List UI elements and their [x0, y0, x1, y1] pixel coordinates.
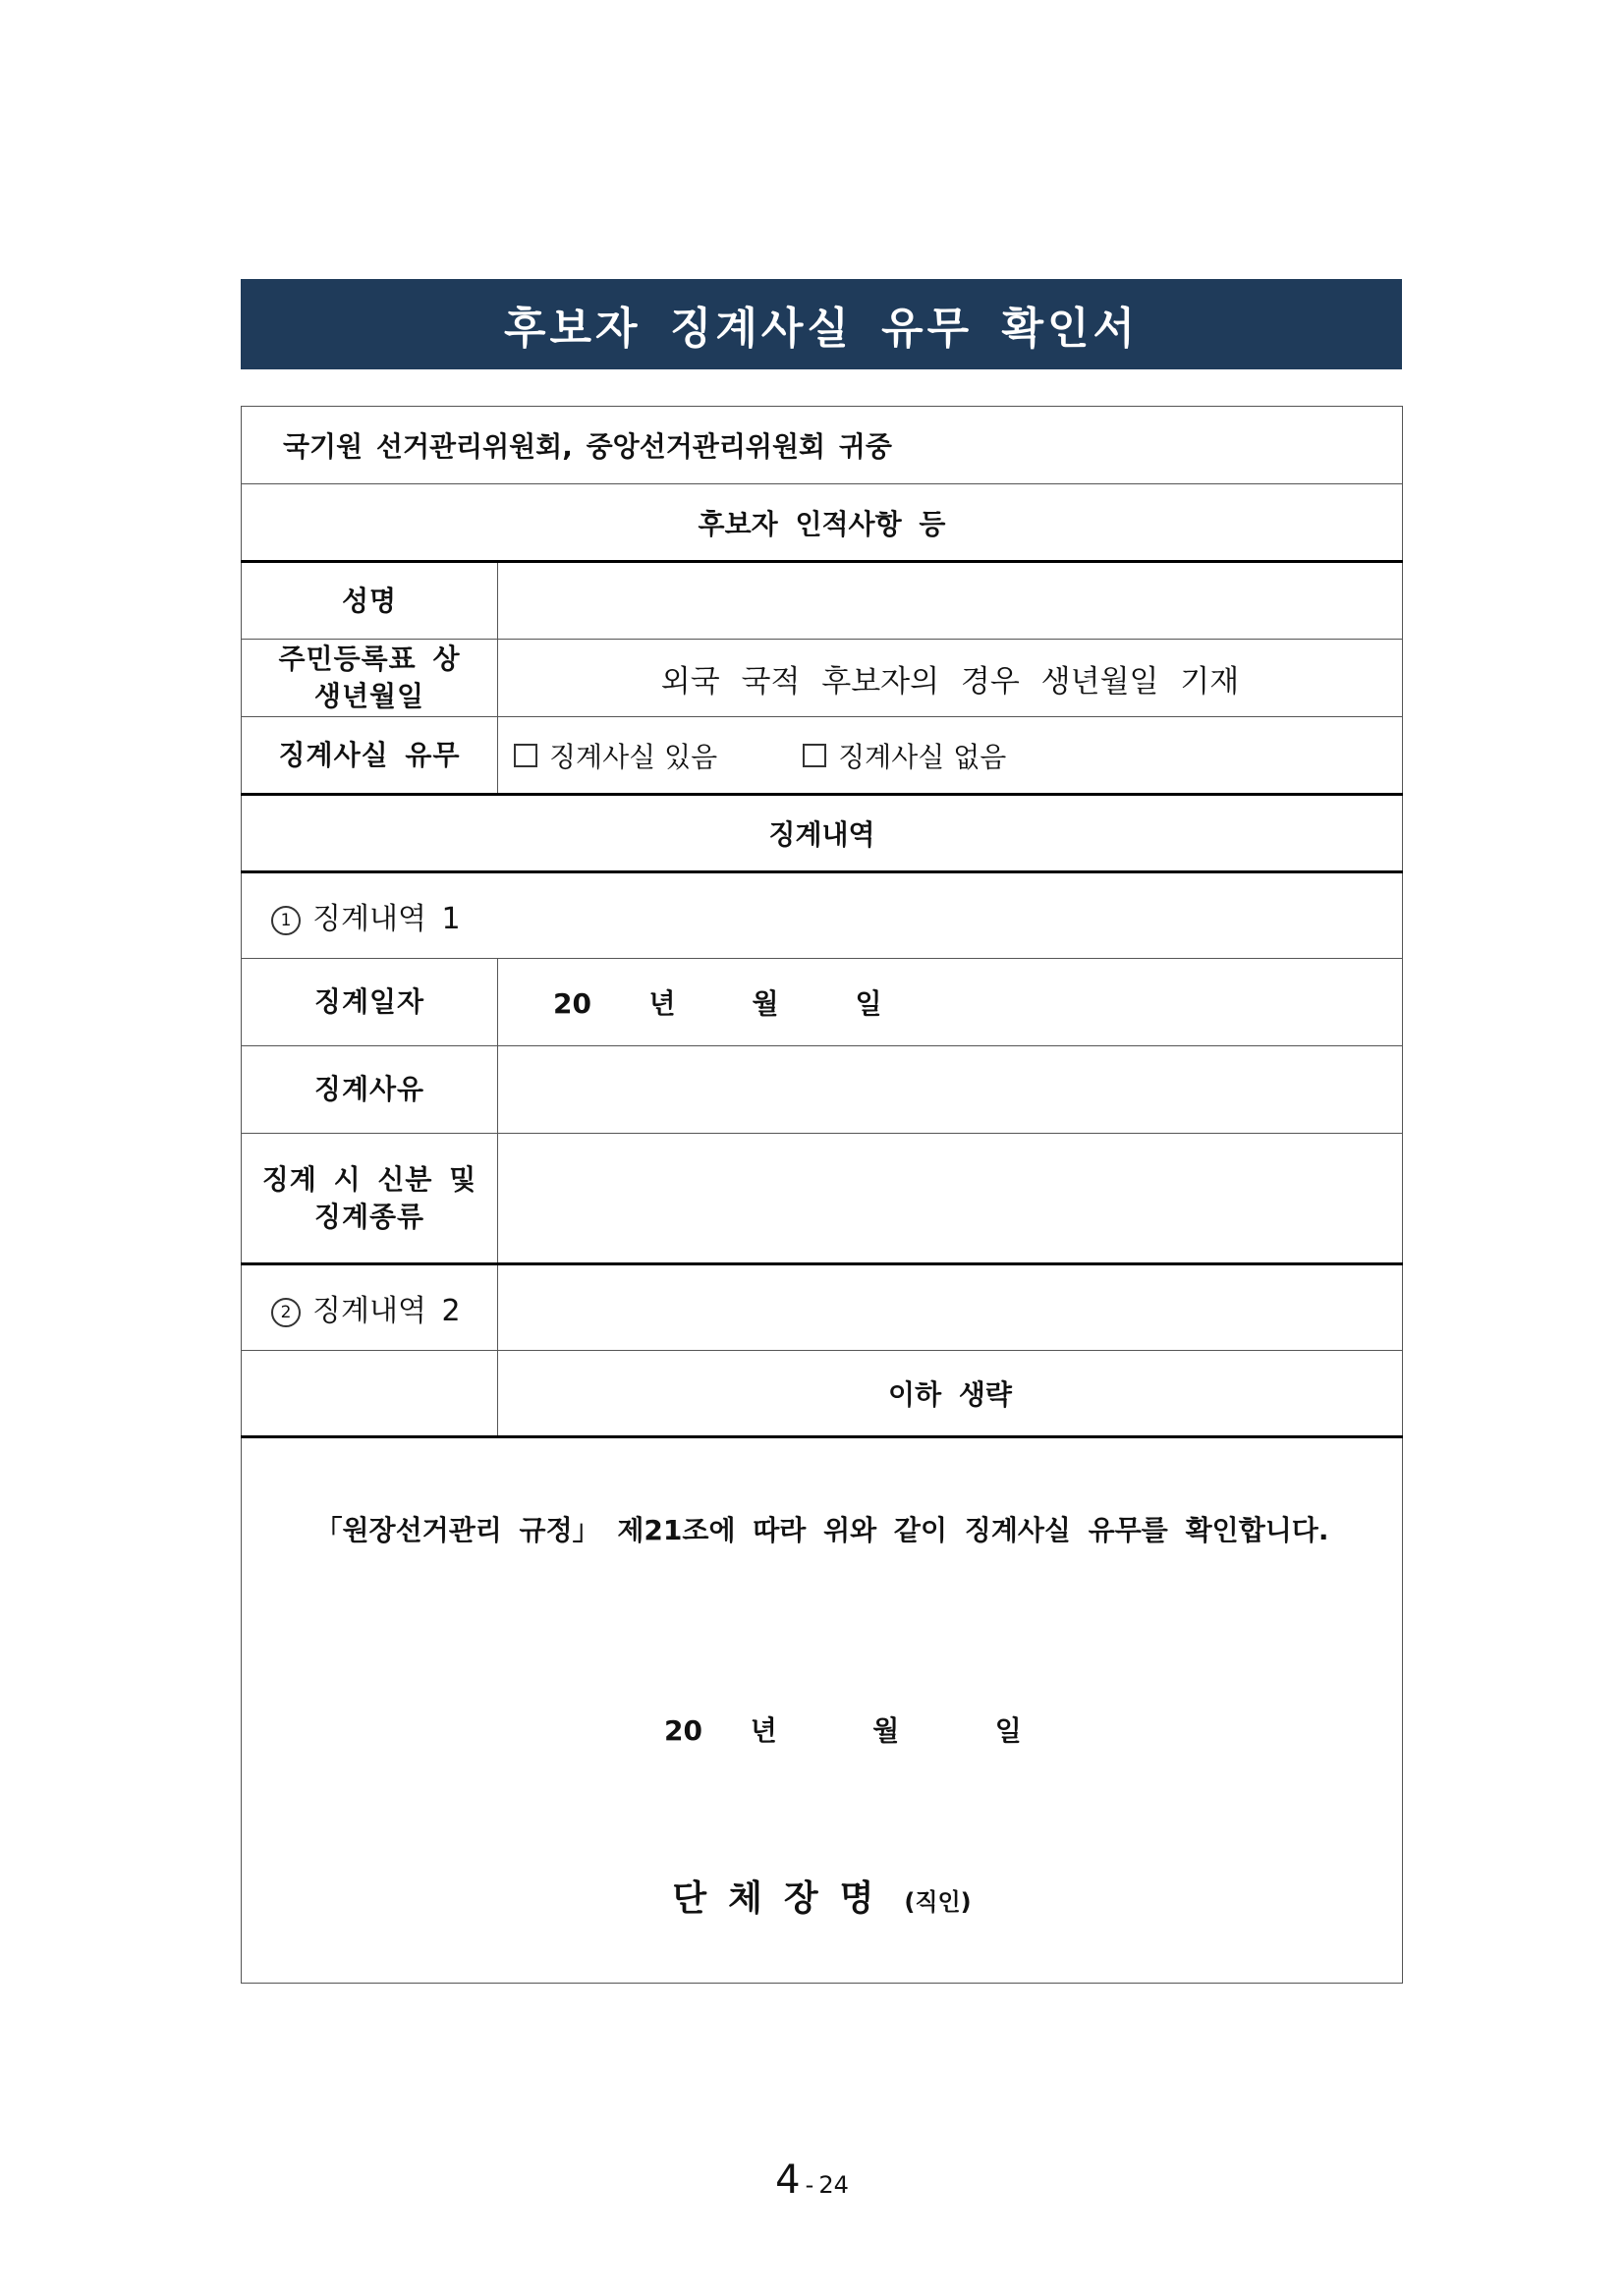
section-discipline-header: 징계내역	[242, 795, 1403, 872]
discipline-item-2-value[interactable]	[498, 1264, 1403, 1351]
birthdate-note[interactable]: 외국 국적 후보자의 경우 생년월일 기재	[498, 640, 1403, 717]
discipline-item-2-row	[242, 1264, 1403, 1351]
discipline-date-value[interactable]: 20 년 월 일	[498, 959, 1403, 1046]
omitted-empty-cell	[242, 1351, 498, 1437]
statement-cell	[242, 1437, 1403, 1984]
discipline-item-1-row	[242, 872, 1403, 959]
discipline-reason-value[interactable]	[498, 1046, 1403, 1134]
confirmation-form-table	[241, 406, 1403, 1984]
section-header-row	[242, 484, 1403, 562]
checkbox-no[interactable]	[803, 744, 826, 767]
birthdate-row	[242, 640, 1403, 717]
addressee-row	[242, 407, 1403, 484]
name-label: 성명	[242, 562, 498, 640]
page-number-main: 4	[775, 2157, 801, 2203]
discipline-exists-row	[242, 717, 1403, 795]
section-personal-header: 후보자 인적사항 등	[242, 484, 1403, 562]
discipline-date-label: 징계일자	[242, 959, 498, 1046]
signer-name: 단체장명	[672, 1878, 896, 1919]
discipline-item-2-title	[242, 1264, 498, 1351]
option-discipline-yes[interactable]	[514, 736, 717, 775]
discipline-status-label-line1: 징계 시 신분 및	[261, 1162, 477, 1196]
checkbox-yes[interactable]	[514, 744, 537, 767]
discipline-reason-row	[242, 1046, 1403, 1134]
discipline-item-1-title	[242, 872, 1403, 959]
signer-seal: (직인)	[904, 1888, 972, 1916]
addressee: 국기원 선거관리위원회, 중앙선거관리위원회 귀중	[242, 407, 1403, 484]
circle-number-2: 2	[271, 1298, 301, 1327]
name-value-cell[interactable]	[498, 562, 1403, 640]
signer-block	[242, 1871, 1402, 1921]
omitted-row	[242, 1351, 1403, 1437]
page-number	[0, 2157, 1624, 2203]
page-number-separator: -	[805, 2171, 814, 2199]
discipline-exists-options	[498, 717, 1403, 795]
page-number-sub: 24	[818, 2171, 849, 2199]
option-discipline-no[interactable]	[803, 736, 1006, 775]
name-row	[242, 562, 1403, 640]
discipline-status-label-line2: 징계종류	[313, 1200, 425, 1233]
confirmation-statement: 「원장선거관리 규정」 제21조에 따라 위와 같이 징계사실 유무를 확인합니다.	[314, 1514, 1329, 1546]
discipline-reason-label: 징계사유	[242, 1046, 498, 1134]
omitted-text: 이하 생략	[498, 1351, 1403, 1437]
discipline-item-1-label: 징계내역 1	[312, 902, 461, 936]
birthdate-label-line1: 주민등록표 상	[278, 643, 461, 675]
discipline-status-value[interactable]	[498, 1134, 1403, 1264]
discipline-date-row	[242, 959, 1403, 1046]
document-title: 후보자 징계사실 유무 확인서	[241, 279, 1402, 369]
birthdate-label-line2: 생년월일	[313, 680, 425, 712]
option-no-label: 징계사실 없음	[838, 740, 1007, 773]
discipline-status-label	[242, 1134, 498, 1264]
discipline-item-2-label: 징계내역 2	[312, 1294, 461, 1328]
statement-row	[242, 1437, 1403, 1984]
birthdate-label	[242, 640, 498, 717]
signature-date[interactable]: 20 년 월 일	[664, 1714, 1022, 1747]
discipline-status-row	[242, 1134, 1403, 1264]
circle-number-1: 1	[271, 906, 301, 935]
discipline-exists-label: 징계사실 유무	[242, 717, 498, 795]
option-yes-label: 징계사실 있음	[549, 740, 718, 773]
discipline-section-row	[242, 795, 1403, 872]
